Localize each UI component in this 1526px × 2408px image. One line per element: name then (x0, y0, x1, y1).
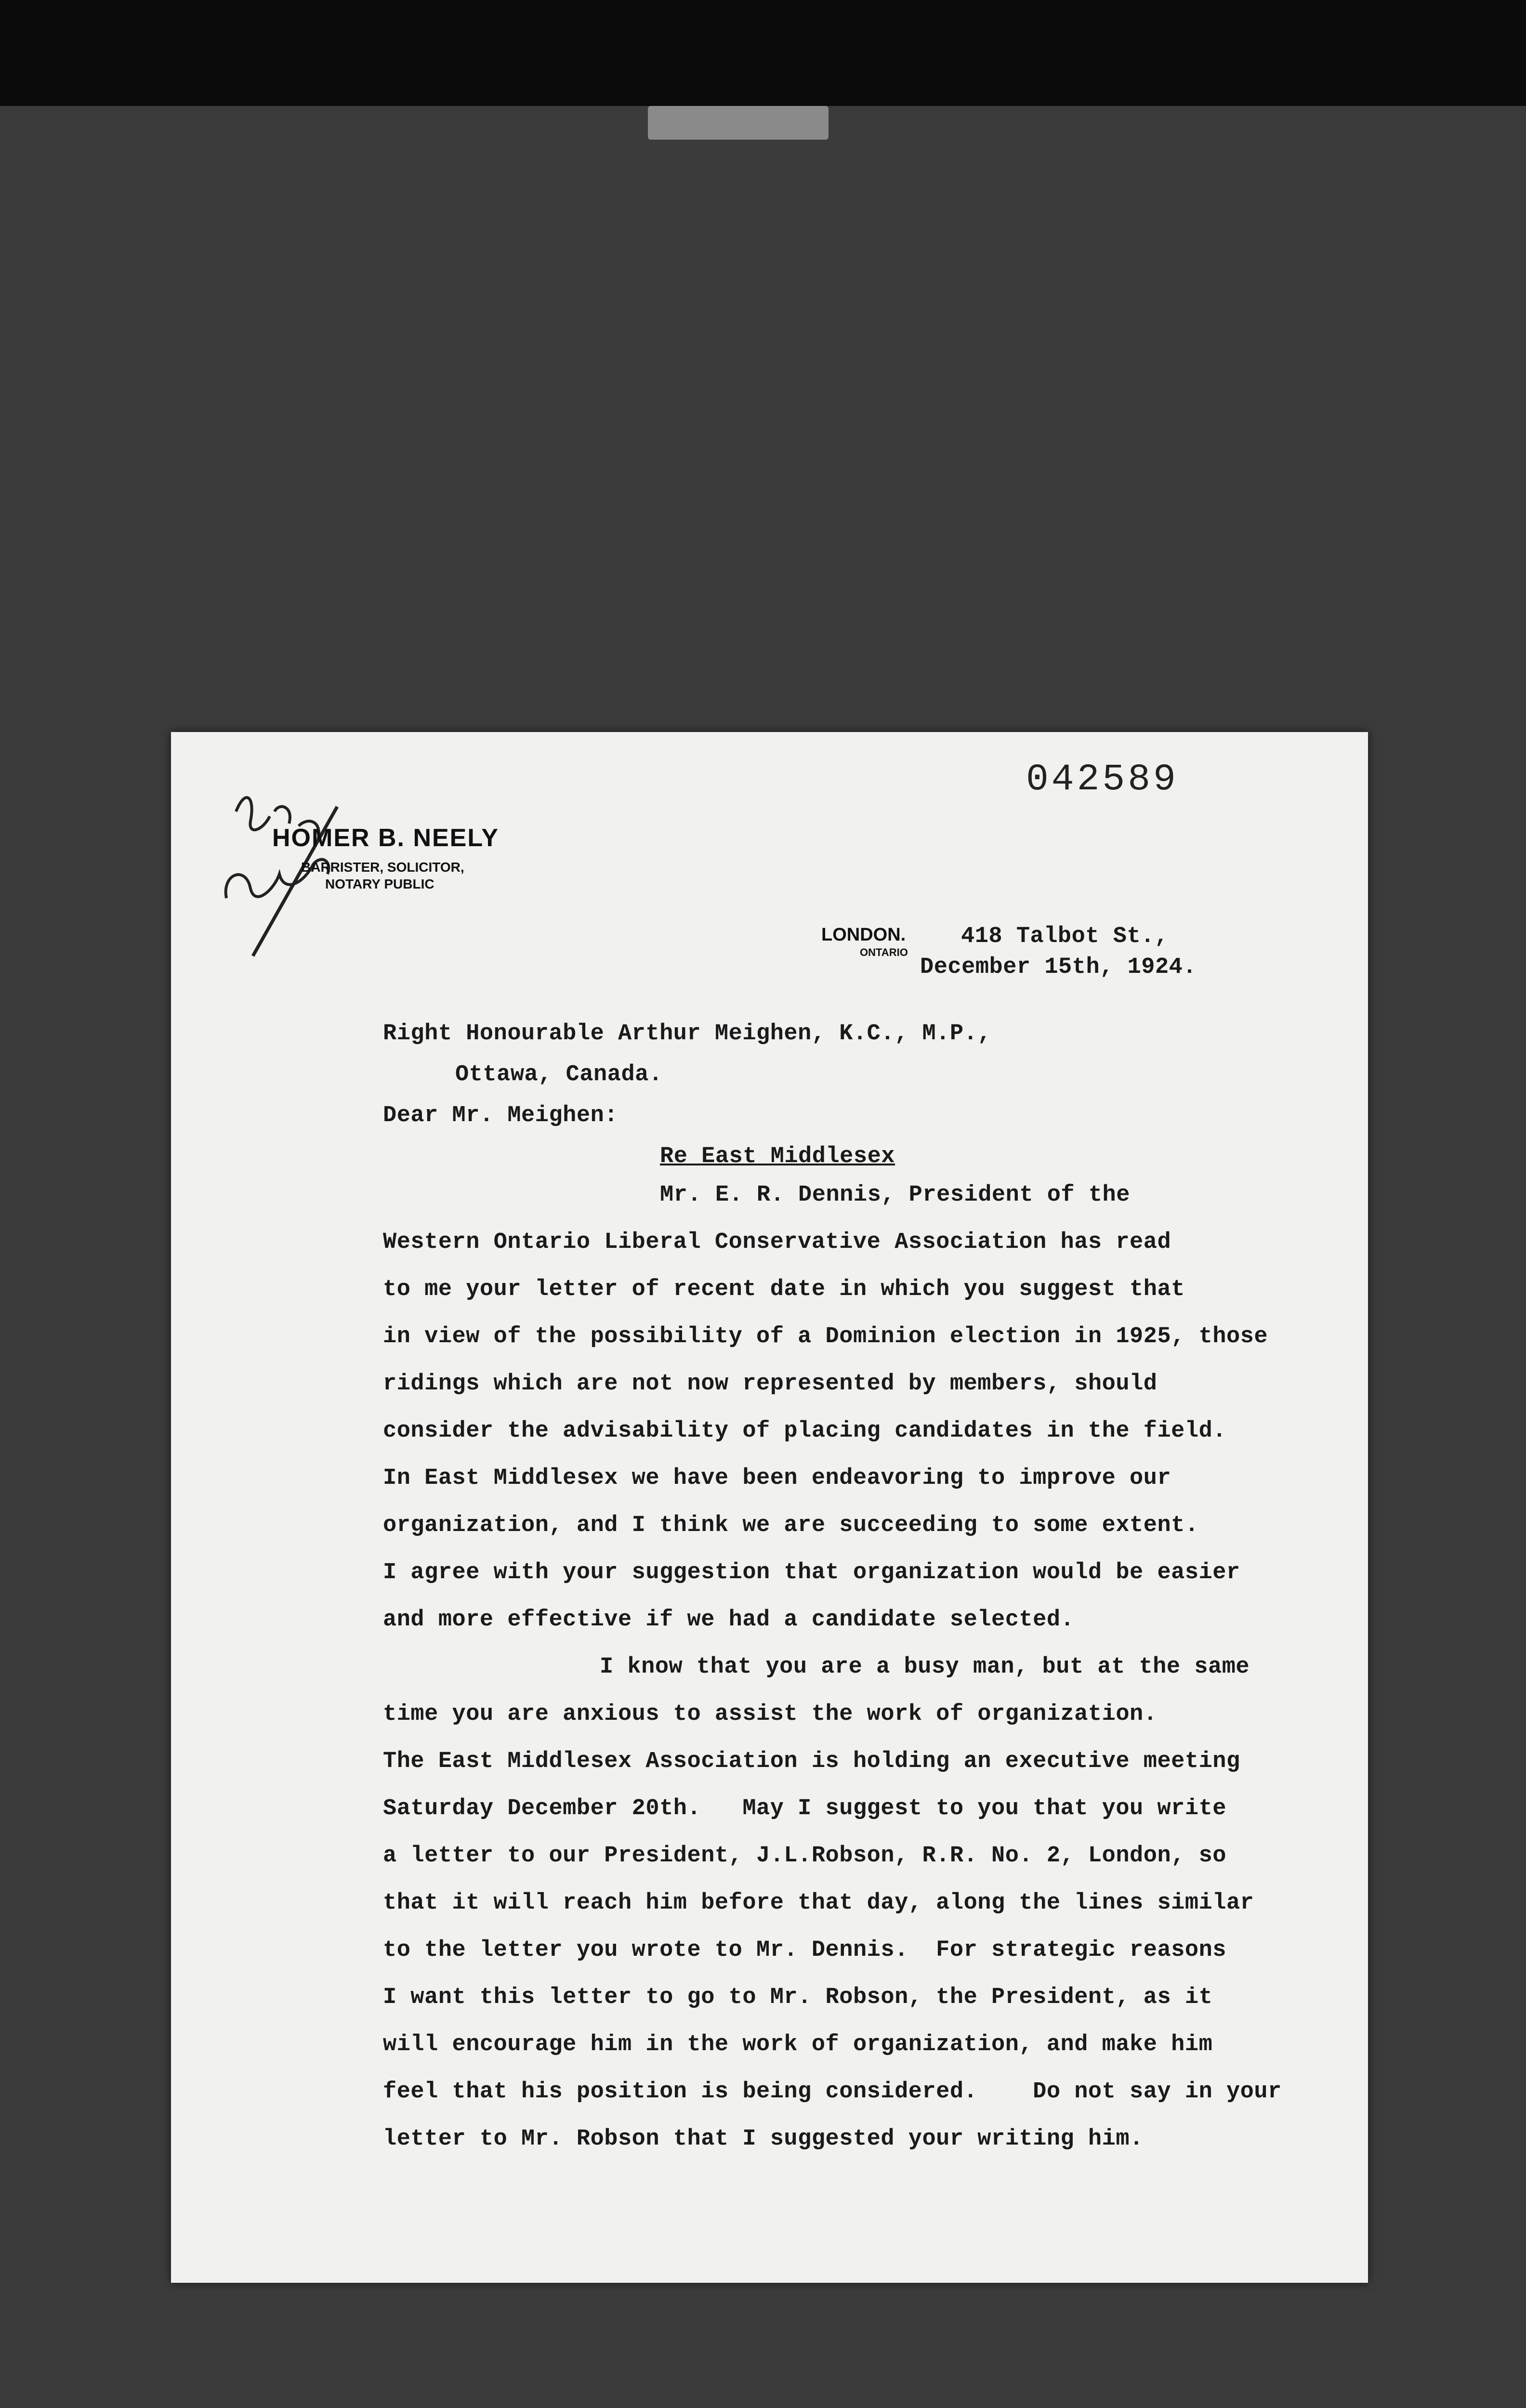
recipient-name: Right Honourable Arthur Meighen, K.C., M.P., (383, 1021, 992, 1047)
letterhead-province: ONTARIO (860, 946, 908, 958)
body-line: to me your letter of recent date in which you suggest that (383, 1277, 1185, 1302)
body-line: I agree with your suggestion that organization would be easier (383, 1560, 1240, 1585)
subject-line: Re East Middlesex (660, 1144, 895, 1169)
body-line: in view of the possibility of a Dominion election in 1925, those (383, 1324, 1268, 1349)
document-number: 042589 (1026, 759, 1179, 801)
body-line: Saturday December 20th. May I suggest to you that you write (383, 1796, 1226, 1821)
body-line: a letter to our President, J.L.Robson, R.R. No. 2, London, so (383, 1843, 1226, 1869)
letterhead-notary: NOTARY PUBLIC (325, 877, 434, 891)
body-line: time you are anxious to assist the work of organization. (383, 1701, 1158, 1727)
body-line: that it will reach him before that day, along the lines similar (383, 1890, 1254, 1916)
letterhead-city: LONDON. (821, 925, 906, 945)
body-line: letter to Mr. Robson that I suggested your writing him. (383, 2126, 1144, 2152)
letterhead-name: HOMER B. NEELY (272, 824, 500, 852)
body-line: to the letter you wrote to Mr. Dennis. For strategic reasons (383, 1937, 1226, 1963)
body-line: feel that his position is being considered. Do not say in your (383, 2079, 1282, 2105)
body-line: Mr. E. R. Dennis, President of the (660, 1182, 1130, 1208)
body-line: I know that you are a busy man, but at the same (600, 1654, 1250, 1680)
recipient-city: Ottawa, Canada. (455, 1062, 663, 1087)
letterhead-profession: BARRISTER, SOLICITOR, (301, 860, 464, 875)
body-line: consider the advisability of placing candidates in the field. (383, 1418, 1226, 1444)
body-line: will encourage him in the work of organization, and make him (383, 2032, 1213, 2057)
body-line: I want this letter to go to Mr. Robson, the President, as it (383, 1985, 1213, 2010)
body-line: organization, and I think we are succeeding to some extent. (383, 1513, 1199, 1538)
body-line: The East Middlesex Association is holding an executive meeting (383, 1749, 1240, 1774)
body-line: In East Middlesex we have been endeavoring to improve our (383, 1466, 1171, 1491)
salutation: Dear Mr. Meighen: (383, 1103, 618, 1128)
body-line: ridings which are not now represented by members, should (383, 1371, 1158, 1397)
body-line: and more effective if we had a candidate selected. (383, 1607, 1075, 1633)
top-tape-strip (648, 106, 829, 140)
letter-sheet (171, 732, 1368, 2283)
letter-date: December 15th, 1924. (920, 955, 1197, 980)
sender-address: 418 Talbot St., (961, 924, 1169, 949)
body-line: Western Ontario Liberal Conservative Association has read (383, 1230, 1171, 1255)
